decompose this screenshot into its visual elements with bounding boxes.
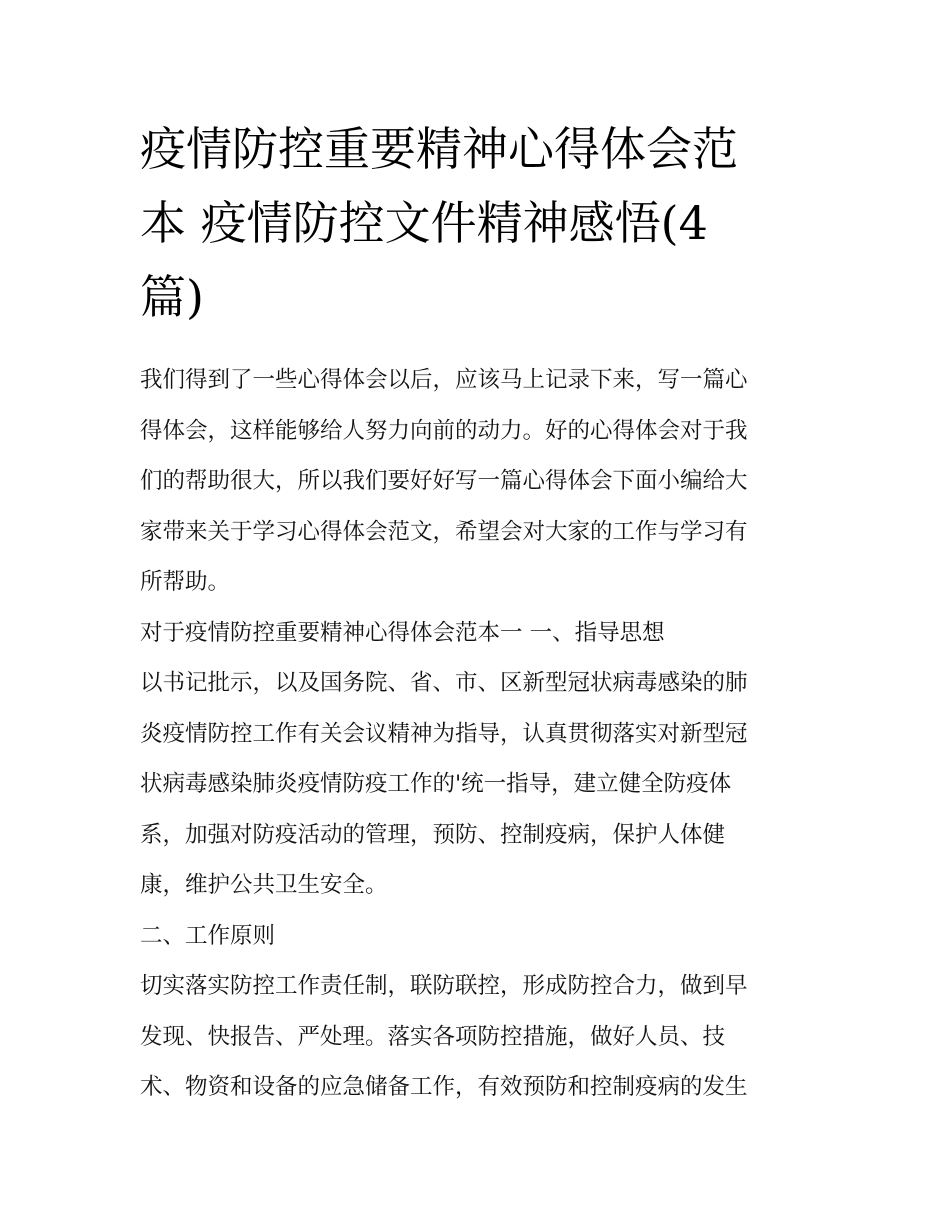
title-line: 本 疫情防控文件精神感悟(4 xyxy=(140,196,708,250)
work-principles-paragraph xyxy=(140,961,812,1113)
guiding-ideology-paragraph xyxy=(140,658,812,911)
intro-paragraph xyxy=(140,355,812,608)
text-line: 术、物资和设备的应急储备工作，有效预防和控制疫病的发生 xyxy=(140,1074,748,1100)
text-line: 得体会，这样能够给人努力向前的动力。好的心得体会对于我 xyxy=(140,417,748,444)
section-heading-guiding-ideology xyxy=(140,608,812,659)
text-line: 状病毒感染肺炎疫情防疫工作的'统一指导，建立健全防疫体 xyxy=(140,771,732,797)
text-line: 对于疫情防控重要精神心得体会范本一 一、指导思想 xyxy=(140,619,665,646)
text-line: 切实落实防控工作责任制，联防联控，形成防控合力，做到早 xyxy=(140,973,748,999)
section-heading-work-principles xyxy=(140,911,812,962)
text-line: 炎疫情防控工作有关会议精神为指导，认真贯彻落实对新型冠 xyxy=(140,720,748,747)
text-line: 系，加强对防疫活动的管理，预防、控制疫病，保护人体健 xyxy=(140,821,726,848)
text-line: 康，维护公共卫生安全。 xyxy=(140,872,388,898)
text-line: 们的帮助很大，所以我们要好好写一篇心得体会下面小编给大 xyxy=(140,468,748,494)
text-line: 发现、快报告、严处理。落实各项防控措施，做好人员、技 xyxy=(140,1023,726,1050)
text-line: 所帮助。 xyxy=(140,569,231,595)
text-line: 我们得到了一些心得体会以后，应该马上记录下来，写一篇心 xyxy=(140,367,748,393)
text-line: 以书记批示，以及国务院、省、市、区新型冠状病毒感染的肺 xyxy=(140,670,748,696)
document-body xyxy=(140,355,812,1113)
text-line: 家带来关于学习心得体会范文，希望会对大家的工作与学习有 xyxy=(140,518,748,545)
text-line: 二、工作原则 xyxy=(140,922,276,949)
document-title xyxy=(140,112,812,334)
title-line: 篇) xyxy=(140,270,204,324)
title-line: 疫情防控重要精神心得体会范 xyxy=(140,122,738,176)
